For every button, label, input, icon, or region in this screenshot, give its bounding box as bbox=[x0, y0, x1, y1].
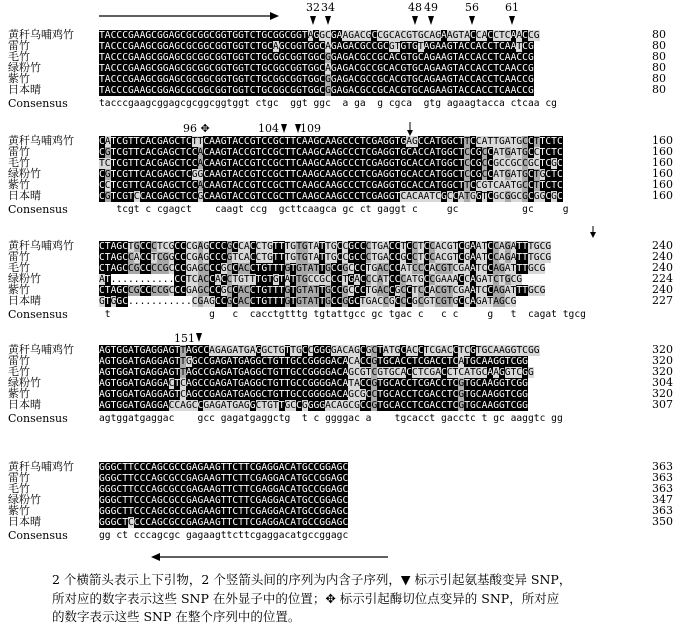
sequence-text: AT...........CCTCACCACCTGTTTGTGTATTGCCGCCCTGACCCATCCCATGCCGAAACCAGATCTGCG bbox=[99, 274, 523, 285]
sequence-text: TACCCGAAGCGGAGCGCGGCGGTGGTCTGCGGCGGTAGGCGAAGACGCCGCACGTGCAGAAGTACCACCTCAACCG bbox=[99, 30, 540, 41]
reverse-primer-arrowhead bbox=[151, 553, 160, 561]
caption-line-3: 的数字表示这些 SNP 在整个序列中的位置。 bbox=[52, 609, 301, 624]
alignment-row bbox=[0, 517, 700, 528]
species-label: 紫竹 bbox=[8, 504, 30, 517]
alignment-row bbox=[0, 85, 700, 96]
alignment-row bbox=[0, 30, 700, 41]
consensus-sequence: gg ct cccagcgc gagaagttcttcgaggacatgccggagc bbox=[99, 530, 349, 541]
position-count: 80 bbox=[652, 39, 666, 52]
species-label: 毛竹 bbox=[8, 482, 30, 495]
species-label: 雷竹 bbox=[8, 250, 30, 263]
species-label: 黄秆乌哺鸡竹 bbox=[8, 239, 74, 252]
alignment-row bbox=[0, 378, 700, 389]
snp-marker-49-label: 49 bbox=[424, 1, 438, 14]
alignment-row bbox=[0, 274, 700, 285]
position-count: 363 bbox=[652, 471, 673, 484]
species-label: 绿粉竹 bbox=[8, 61, 41, 74]
caption-line-1: 2 个横箭头表示上下引物，2 个竖箭头间的序列为内含子序列，▼ 标示引起氨基酸变异 SNP， bbox=[52, 572, 572, 587]
position-count: 240 bbox=[652, 261, 673, 274]
alignment-row bbox=[0, 158, 700, 169]
consensus-label: Consensus bbox=[8, 97, 68, 110]
species-label: 紫竹 bbox=[8, 178, 30, 191]
position-count: 160 bbox=[652, 145, 673, 158]
species-label: 绿粉竹 bbox=[8, 376, 41, 389]
position-count: 240 bbox=[652, 239, 673, 252]
position-count: 320 bbox=[652, 343, 673, 356]
species-label: 毛竹 bbox=[8, 365, 30, 378]
sequence-text: GGGCTTCCCAGCGCCGAGAAGTTCTTCGAGGACATGCCGGAGC bbox=[99, 506, 349, 517]
position-count: 350 bbox=[652, 515, 673, 528]
alignment-row bbox=[0, 484, 700, 495]
snp-marker-32-arrowhead bbox=[310, 16, 316, 25]
sequence-text: CTAGCCACCTCGGCCCGAGCCCGTCACCTGTTTGTGTATTGCCGCCCTGACCGCCTCCACGTCGAATCCAGATTTGCG bbox=[99, 252, 552, 263]
forward-primer-arrowhead bbox=[270, 12, 279, 20]
snp-marker-56-arrowhead bbox=[469, 16, 475, 25]
alignment-row bbox=[0, 400, 700, 411]
snp-marker-104-label: 104 bbox=[258, 122, 279, 135]
alignment-row bbox=[0, 180, 700, 191]
alignment-row bbox=[0, 241, 700, 252]
alignment-row bbox=[0, 52, 700, 63]
sequence-text: TACCCGAAGCGGAGCGCGGCGGTGGTCTGCGGCGGTGGCGGAGACGCCGCACGTGCAGAAGTACCACCTCAACCG bbox=[99, 85, 534, 96]
species-label: 日本晴 bbox=[8, 294, 41, 307]
snp-marker-61-arrowhead bbox=[509, 16, 515, 25]
consensus-label: Consensus bbox=[8, 529, 68, 542]
alignment-row bbox=[0, 169, 700, 180]
sequence-text: CTAGCCGCCCCGCCCGAGCCCGCCACCTGTTTGTGTATTGCCGCCCTGACCCATCCCACGTCGAATCCAGATTTGCG bbox=[99, 263, 546, 274]
snp-marker-61-label: 61 bbox=[505, 1, 519, 14]
snp-marker-32-label: 32 bbox=[306, 1, 320, 14]
sequence-text: AGTGGATGAGGACCAGCCGAGATGAGGCTGTTGCCGGGGACAGCGCCGTGCACCTCGACCTCGTGCAAGGTCGG bbox=[99, 400, 528, 411]
sequence-text: GTGGC...........CGAGCCGCACCTGTTTGTGTATTGCCGGCTGACCGCCCGCGTCGTGCCAGATAGCG bbox=[99, 296, 517, 307]
species-label: 日本晴 bbox=[8, 189, 41, 202]
alignment-row bbox=[0, 252, 700, 263]
species-label: 黄秆乌哺鸡竹 bbox=[8, 28, 74, 41]
sequence-text: CGTCGTTCACGAGCTCCACAAGTACCGTCCGCTTCAAGCAAGCCCTCGAGGTGCACCATGGCTCCGCCATGATGCCTCTC bbox=[99, 147, 563, 158]
snp-marker-109-label: 109 bbox=[300, 122, 321, 135]
species-label: 雷竹 bbox=[8, 145, 30, 158]
position-count: 320 bbox=[652, 365, 673, 378]
species-label: 黄秆乌哺鸡竹 bbox=[8, 460, 74, 473]
consensus-sequence: t g c cacctgtttg tgtattgcc gc tgac c c c g t cagat tgcg bbox=[104, 309, 586, 320]
caption-line-2: 所对应的数字表示这些 SNP 在外显子中的位置；✥ 标示引起酶切位点变异的 SNP，所对应 bbox=[52, 590, 560, 606]
position-count: 363 bbox=[652, 460, 673, 473]
sequence-text: AGTGGATGAGGAGTTGGCCGAGATGAGGCTGTTGCCGGGGACACACCGTGCACCTCGACCTCATGCAAGGTCGG bbox=[99, 356, 528, 367]
alignment-row bbox=[0, 495, 700, 506]
alignment-row bbox=[0, 506, 700, 517]
species-label: 绿粉竹 bbox=[8, 167, 41, 180]
alignment-row bbox=[0, 147, 700, 158]
snp-marker-34-arrowhead bbox=[325, 16, 331, 25]
position-count: 160 bbox=[652, 189, 673, 202]
species-label: 日本晴 bbox=[8, 515, 41, 528]
species-label: 紫竹 bbox=[8, 72, 30, 85]
snp-marker-151-arrowhead bbox=[196, 333, 202, 342]
position-count: 160 bbox=[652, 178, 673, 191]
position-count: 347 bbox=[652, 493, 673, 506]
figure-caption bbox=[52, 571, 672, 627]
snp-marker-56-label: 56 bbox=[465, 1, 479, 14]
snp-marker-104-arrowhead bbox=[281, 124, 287, 133]
sequence-text: CGTCGTCCACGAGCTCCGCAAGTACCGTCCGCTTCAAGCAAGCCCTCGAGGTCACAATCGCCATGGTCGCGGCGCGGCGC bbox=[99, 191, 563, 202]
sequence-text: AGTGGATGAGGACTCAGCCGAGATGAGGCTGTTGCCGGGGACATACCGTGCACCTCGACCTCGTGCAAGGTCGG bbox=[99, 378, 528, 389]
sequence-text: AGTGGATGAGGAGTTAGCCGAGATGAGGCTGTTGCCGGGGACAGCGTCGTGCACCTCGACCTCATGCAAGGTCGG bbox=[99, 367, 534, 378]
intron-end-arrowhead bbox=[590, 232, 596, 238]
position-count: 240 bbox=[652, 283, 673, 296]
snp-marker-96-label: 96 ✥ bbox=[183, 122, 210, 135]
position-count: 80 bbox=[652, 28, 666, 41]
position-count: 307 bbox=[652, 398, 673, 411]
position-count: 304 bbox=[652, 376, 673, 389]
position-count: 363 bbox=[652, 482, 673, 495]
species-label: 绿粉竹 bbox=[8, 272, 41, 285]
sequence-text: GGGCTTCCCAGCGCCGAGAAGTTCTTCGAGGACATGCCGGAGC bbox=[99, 495, 349, 506]
alignment-row bbox=[0, 473, 700, 484]
sequence-text: CATCGTTCACGAGCTCTTCAAGTACCGTCCGCTTCAAGCAAGCCCTCGAGGTGAGCCATGGCTTCCATTGATGCCTTCTC bbox=[99, 136, 563, 147]
species-label: 日本晴 bbox=[8, 398, 41, 411]
position-count: 320 bbox=[652, 354, 673, 367]
sequence-text: CCTCGTTCACGAGCTCCACAAGTACCGTCCGCTTCAAGCAAGCCCTCGAGGTGCACCATGGCTTCCGTCAATGCCTTCTC bbox=[99, 180, 563, 191]
sequence-text: CTAGCTGCCCTCGCCCGAGCCCGCCACCTGTTTGTGTATTGCCGCCCTGACCTCCTCCACGTCGAATCCAGATTTGCG bbox=[99, 241, 552, 252]
snp-marker-34-label: 34 bbox=[321, 1, 335, 14]
alignment-row bbox=[0, 191, 700, 202]
consensus-sequence: agtggatgaggac gcc gagatgaggctg t c ggggac a tgcacct gacctc t gc aaggtc gg bbox=[99, 413, 563, 424]
sequence-text: TACCCGAAGCGGAGCGCGGCGGTGGTCTGCGGCGGTGGCGGAGACGCCGCACGTGCAGAAGTACCACCTCAACCG bbox=[99, 74, 534, 85]
consensus-label: Consensus bbox=[8, 308, 68, 321]
sequence-text: TACCCGAAGCGGAGCGCGGCGGTGGTCTGCGGCGGTGGCAGAGACGCCGCACGTGCAGAAGTACCACCTCAACCG bbox=[99, 63, 534, 74]
species-label: 雷竹 bbox=[8, 39, 30, 52]
species-label: 雷竹 bbox=[8, 471, 30, 484]
sequence-text: AGTGGATGAGGAGTCAGCCGAGATGAGGCTGTTGCCGGGGACAGCGCCTGCACCTCGACCTCGTGCAAGGTCGG bbox=[99, 389, 528, 400]
species-label: 黄秆乌哺鸡竹 bbox=[8, 134, 74, 147]
consensus-label: Consensus bbox=[8, 412, 68, 425]
position-count: 227 bbox=[652, 294, 673, 307]
position-count: 80 bbox=[652, 72, 666, 85]
sequence-text: GGGCTCCCCAGCGCCGAGAAGTTCTTCGAGGACATGCCGGAGC bbox=[99, 517, 349, 528]
sequence-text: TCTCGTTCACGAGCTCCACAAGTACCGTCCGCTTCAAGCAAGCCCTCGAGGTGCACCATGGCTCCGCCGCCGCCGCTCGC bbox=[99, 158, 563, 169]
snp-marker-49-arrowhead bbox=[428, 16, 434, 25]
species-label: 日本晴 bbox=[8, 83, 41, 96]
alignment-row bbox=[0, 462, 700, 473]
position-count: 363 bbox=[652, 504, 673, 517]
consensus-label: Consensus bbox=[8, 203, 68, 216]
sequence-text: GGGCTTCCCAGCGCCGAGAAGTTCTTCGAGGACATGCCGGAGC bbox=[99, 462, 349, 473]
alignment-row bbox=[0, 389, 700, 400]
species-label: 紫竹 bbox=[8, 283, 30, 296]
alignment-row bbox=[0, 263, 700, 274]
consensus-sequence: tacccgaagcggagcgcggcggtggt ctgc ggt ggc a ga g cgca gtg agaagtacca ctcaa cg bbox=[99, 98, 557, 109]
alignment-row bbox=[0, 367, 700, 378]
sequence-text: AGTGGATGAGGAGTTAGCCAGAGATGAGGCTGTTGCCGGGGACAGCGCTATGCACCTCGACCTCGTGCAAGGTCGG bbox=[99, 345, 540, 356]
species-label: 黄秆乌哺鸡竹 bbox=[8, 343, 74, 356]
position-count: 160 bbox=[652, 156, 673, 169]
snp-marker-48-label: 48 bbox=[408, 1, 422, 14]
sequence-text: GGGCTTCCCAGCGCCGAGAAGTTCTTCGAGGACATGCCGGAGC bbox=[99, 484, 349, 495]
position-count: 240 bbox=[652, 250, 673, 263]
alignment-row bbox=[0, 63, 700, 74]
alignment-row bbox=[0, 345, 700, 356]
consensus-sequence: tcgt c cgagct caagt ccg gcttcaagca gc ct gaggt c gc gc g bbox=[116, 204, 569, 215]
alignment-row bbox=[0, 296, 700, 307]
position-count: 160 bbox=[652, 167, 673, 180]
position-count: 224 bbox=[652, 272, 673, 285]
sequence-text: CGTCGTTCACGAGCTCGGCAAGTACCGTCCGCTTCAAGCAAGCCCTCGAGGTGCACCATGGCTCCGCCATGATGCTGCTC bbox=[99, 169, 563, 180]
sequence-text: TACCCGAAGCGGAGCGCGGCGGTGGTCTGCGGCGGTGGCGGAGACGCCGCACGTGCAGAAGTACCACCTCAACCG bbox=[99, 52, 534, 63]
position-count: 80 bbox=[652, 50, 666, 63]
alignment-row bbox=[0, 41, 700, 52]
position-count: 80 bbox=[652, 83, 666, 96]
species-label: 紫竹 bbox=[8, 387, 30, 400]
snp-marker-151-label: 151 bbox=[174, 332, 195, 345]
sequence-text: CTAGCCGCCCCGCCCGAGCCCGCCACCTGTTTGTGTATTGCCGCCCTGACCGCCTCCACGTCGAATCCAGATTTGCG bbox=[99, 285, 546, 296]
alignment-row bbox=[0, 74, 700, 85]
position-count: 320 bbox=[652, 387, 673, 400]
snp-marker-48-arrowhead bbox=[412, 16, 418, 25]
species-label: 毛竹 bbox=[8, 261, 30, 274]
alignment-row bbox=[0, 356, 700, 367]
species-label: 雷竹 bbox=[8, 354, 30, 367]
species-label: 毛竹 bbox=[8, 50, 30, 63]
alignment-row bbox=[0, 285, 700, 296]
alignment-row bbox=[0, 136, 700, 147]
position-count: 160 bbox=[652, 134, 673, 147]
sequence-text: TACCCGAAGCGGAGCGCGGCGGTGGTCTGCAGCGGTGGCAGAGACGCCGCGTGTGTAGAAGTACCACCTCAATCG bbox=[99, 41, 534, 52]
sequence-text: GGGCTTCCCAGCGCCGAGAAGTTCTTCGAGGACATGCCGGAGC bbox=[99, 473, 349, 484]
species-label: 毛竹 bbox=[8, 156, 30, 169]
position-count: 80 bbox=[652, 61, 666, 74]
species-label: 绿粉竹 bbox=[8, 493, 41, 506]
